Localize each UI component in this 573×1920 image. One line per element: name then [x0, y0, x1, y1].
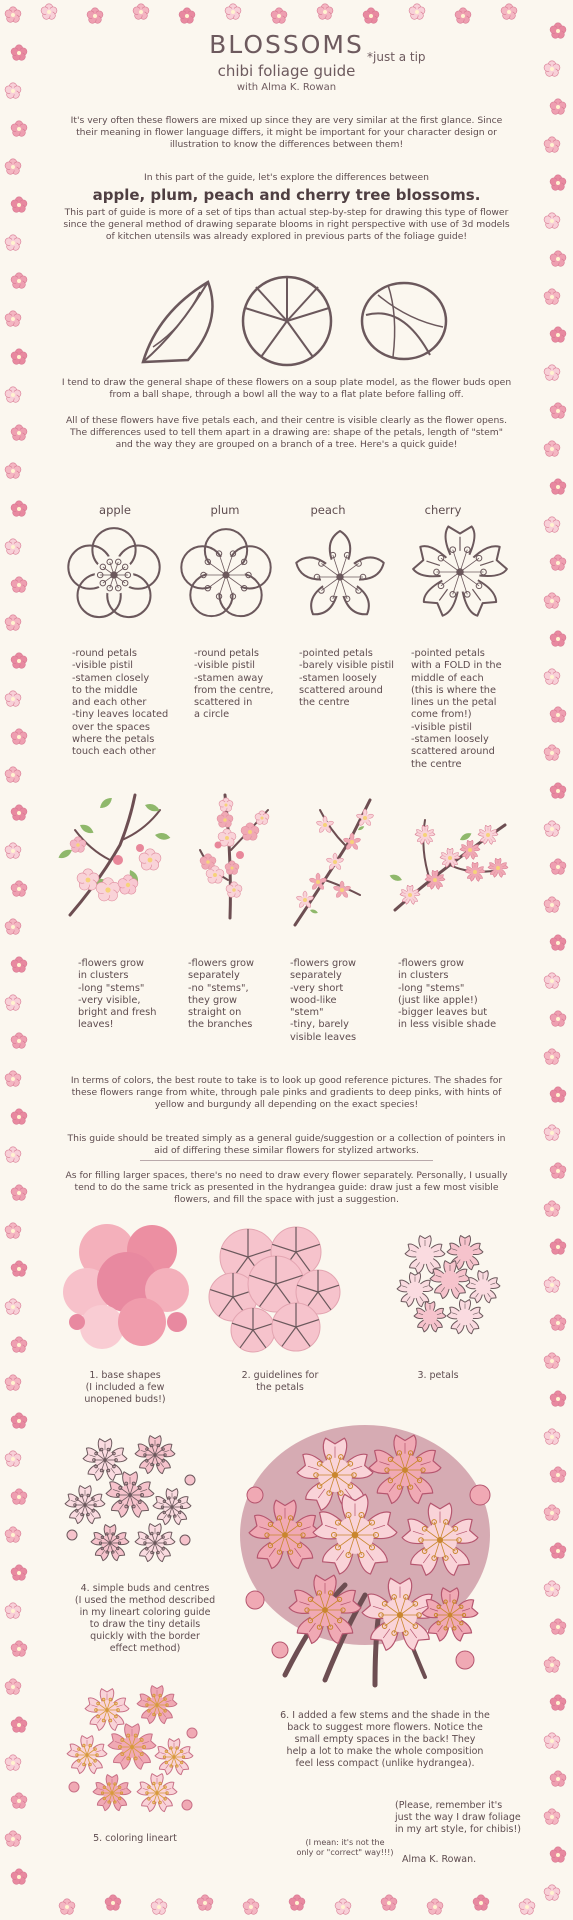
border-flower-icon	[549, 98, 567, 116]
border-flower-icon	[543, 212, 561, 230]
label-plum: plum	[210, 503, 240, 517]
step-4-caption: 4. simple buds and centres (I used the method described in my lineart coloring guide to draw the tiny details quickly with the border effect method)	[74, 1583, 216, 1654]
border-flower-icon	[10, 880, 28, 898]
apple-description: -round petals -visible pistil -stamen closely to the middle and each other -tiny leaves located over the spaces where the petals touch each other	[72, 648, 169, 758]
border-flower-icon	[10, 1184, 28, 1202]
plum-description: -round petals -visible pistil -stamen away from the centre, scattered in a circle	[194, 648, 274, 721]
plate-model-top	[238, 272, 336, 370]
border-flower-icon	[4, 6, 22, 24]
border-flower-icon	[543, 592, 561, 610]
border-flower-icon	[4, 614, 22, 632]
border-flower-icon	[543, 896, 561, 914]
border-flower-icon	[543, 440, 561, 458]
border-flower-icon	[4, 310, 22, 328]
border-flower-icon	[500, 3, 518, 21]
border-flower-icon	[549, 630, 567, 648]
border-flower-icon	[196, 1894, 214, 1912]
peach-branch-illustration	[280, 790, 380, 930]
border-flower-icon	[10, 1260, 28, 1278]
border-flower-icon	[4, 234, 22, 252]
border-flower-icon	[288, 1894, 306, 1912]
border-flower-icon	[10, 1640, 28, 1658]
border-flower-icon	[543, 1352, 561, 1370]
cherry-flower-outline	[410, 522, 510, 622]
border-flower-icon	[549, 1390, 567, 1408]
border-flower-icon	[4, 462, 22, 480]
plate-model-text: I tend to draw the general shape of these flowers on a soup plate model, as the flower buds open from a ball shape, through a bowl all the way to a flat plate before falling off.	[61, 377, 512, 401]
border-flower-icon	[242, 1898, 260, 1916]
border-flower-icon	[58, 1898, 76, 1916]
border-flower-icon	[10, 348, 28, 366]
border-flower-icon	[10, 272, 28, 290]
border-flower-icon	[4, 918, 22, 936]
border-flower-icon	[4, 690, 22, 708]
border-flower-icon	[543, 1656, 561, 1674]
peach-flower-outline	[290, 527, 390, 627]
border-flower-icon	[362, 7, 380, 25]
border-flower-icon	[4, 1374, 22, 1392]
border-flower-icon	[10, 1564, 28, 1582]
colors-paragraph: In terms of colors, the best route to take is to look up good reference pictures. The shades for these flowers range from white, through pale pinks and gradients to deep pinks, with hints of yellow and burgundy all depending on the exact species!	[70, 1075, 503, 1111]
border-flower-icon	[549, 478, 567, 496]
border-flower-icon	[549, 706, 567, 724]
border-flower-icon	[4, 1146, 22, 1164]
border-flower-icon	[10, 196, 28, 214]
border-flower-icon	[10, 1792, 28, 1810]
border-flower-icon	[454, 7, 472, 25]
border-flower-icon	[10, 576, 28, 594]
border-flower-icon	[543, 136, 561, 154]
step-1-base-shapes	[62, 1222, 202, 1357]
step-1-caption: 1. base shapes (I included a few unopened buds!)	[84, 1370, 166, 1405]
border-flower-icon	[549, 1086, 567, 1104]
cherry-branch-description: -flowers grow in clusters -long "stems" (just like apple!) -bigger leaves but in less visible shade	[398, 958, 497, 1031]
border-flower-icon	[4, 1830, 22, 1848]
border-flower-icon	[10, 652, 28, 670]
border-flower-icon	[543, 972, 561, 990]
signature: Alma K. Rowan.	[402, 1854, 477, 1865]
border-flower-icon	[10, 424, 28, 442]
border-flower-icon	[543, 1124, 561, 1142]
border-flower-icon	[549, 554, 567, 572]
plum-branch-description: -flowers grow separately -no "stems", they grow straight on the branches	[188, 958, 255, 1031]
border-flower-icon	[549, 934, 567, 952]
border-flower-icon	[549, 1694, 567, 1712]
border-flower-icon	[380, 1894, 398, 1912]
page-subtitle: chibi foliage guide	[217, 62, 356, 80]
border-flower-icon	[40, 3, 58, 21]
border-flower-icon	[10, 500, 28, 518]
border-flower-icon	[10, 1108, 28, 1126]
border-flower-icon	[549, 858, 567, 876]
border-flower-icon	[224, 3, 242, 21]
border-flower-icon	[10, 1032, 28, 1050]
border-flower-icon	[543, 1428, 561, 1446]
border-flower-icon	[549, 1846, 567, 1864]
border-flower-icon	[4, 1602, 22, 1620]
border-flower-icon	[543, 1580, 561, 1598]
border-flower-icon	[10, 120, 28, 138]
tip-note: *just a tip	[367, 50, 426, 64]
border-flower-icon	[549, 1542, 567, 1560]
border-flower-icon	[10, 956, 28, 974]
border-flower-icon	[543, 1200, 561, 1218]
border-flower-icon	[4, 1526, 22, 1544]
footer-aside: (I mean: it's not the only or "correct" way!!!)	[296, 1838, 394, 1857]
border-flower-icon	[408, 3, 426, 21]
border-flower-icon	[4, 1678, 22, 1696]
border-flower-icon	[549, 1238, 567, 1256]
border-flower-icon	[334, 1898, 352, 1916]
plate-model-angled	[358, 275, 450, 367]
border-flower-icon	[4, 994, 22, 1012]
border-flower-icon	[549, 326, 567, 344]
border-flower-icon	[10, 1336, 28, 1354]
border-flower-icon	[543, 1732, 561, 1750]
step-6-final-composition	[225, 1415, 515, 1690]
border-flower-icon	[10, 1488, 28, 1506]
label-cherry: cherry	[424, 503, 462, 517]
border-flower-icon	[543, 1504, 561, 1522]
divider	[140, 1160, 433, 1161]
footer-note: (Please, remember it's just the way I draw foliage in my art style, for chibis!)	[395, 1800, 521, 1835]
border-flower-icon	[543, 820, 561, 838]
step-6-caption: 6. I added a few stems and the shade in the back to suggest more flowers. Notice the small empty spaces in the back! They help a lot to make the whole composition feel less compact (unlike hydrangea).	[280, 1710, 490, 1769]
plum-flower-outline	[176, 525, 276, 625]
apple-branch-illustration	[60, 790, 170, 920]
border-flower-icon	[543, 744, 561, 762]
border-flower-icon	[543, 1276, 561, 1294]
border-flower-icon	[549, 1770, 567, 1788]
border-flower-icon	[10, 1868, 28, 1886]
apple-flower-outline	[64, 525, 164, 625]
border-flower-icon	[4, 386, 22, 404]
border-flower-icon	[86, 7, 104, 25]
border-flower-icon	[543, 364, 561, 382]
intro-lead: In this part of the guide, let's explore the differences between	[144, 172, 429, 183]
border-flower-icon	[543, 1048, 561, 1066]
border-flower-icon	[4, 538, 22, 556]
plum-branch-illustration	[190, 790, 280, 920]
step-2-caption: 2. guidelines for the petals	[241, 1370, 319, 1393]
border-flower-icon	[4, 1298, 22, 1316]
step-2-guidelines	[208, 1222, 348, 1357]
border-flower-icon	[549, 250, 567, 268]
border-flower-icon	[549, 1314, 567, 1332]
guide-disclaimer: This guide should be treated simply as a general guide/suggestion or a collection of pointers in aid of differing these similar flowers for stylized artworks.	[67, 1133, 506, 1157]
author-credit: with Alma K. Rowan	[236, 82, 337, 93]
step-5-coloring-lineart	[62, 1675, 202, 1820]
border-flower-icon	[104, 1894, 122, 1912]
intro-paragraph: It's very often these flowers are mixed up since they are very similar at the first glance. Since their meaning in flower language differs, it might be important for your character design or illustration to know the differences between them!	[70, 115, 503, 151]
petal-differences-text: All of these flowers have five petals each, and their centre is visible clearly as the flower opens. The differences used to tell them apart in a drawing are: shape of the petals, length of "stem" and the way they are grouped on a branch of a tree. Here's a quick guide!	[66, 415, 507, 451]
border-flower-icon	[549, 1466, 567, 1484]
border-flower-icon	[549, 1162, 567, 1180]
border-flower-icon	[549, 174, 567, 192]
border-flower-icon	[10, 804, 28, 822]
border-flower-icon	[10, 1412, 28, 1430]
border-flower-icon	[518, 1898, 536, 1916]
peach-branch-description: -flowers grow separately -very short wood-like "stem" -tiny, barely visible leaves	[290, 958, 357, 1043]
border-flower-icon	[132, 3, 150, 21]
border-flower-icon	[4, 1450, 22, 1468]
border-flower-icon	[10, 728, 28, 746]
step-3-petals	[395, 1225, 505, 1335]
peach-description: -pointed petals -barely visible pistil -stamen loosely scattered around the centre	[299, 648, 394, 709]
label-apple: apple	[99, 503, 131, 517]
border-flower-icon	[549, 782, 567, 800]
border-flower-icon	[4, 842, 22, 860]
border-flower-icon	[4, 158, 22, 176]
page-title: BLOSSOMS	[209, 30, 364, 59]
cherry-branch-illustration	[390, 810, 510, 920]
step-5-caption: 5. coloring lineart	[93, 1833, 177, 1844]
apple-branch-description: -flowers grow in clusters -long "stems" -very visible, bright and fresh leaves!	[78, 958, 157, 1031]
border-flower-icon	[472, 1894, 490, 1912]
border-flower-icon	[426, 1898, 444, 1916]
border-flower-icon	[316, 3, 334, 21]
border-flower-icon	[4, 766, 22, 784]
label-peach: peach	[310, 503, 346, 517]
intro-details: This part of guide is more of a set of tips than actual step-by-step for drawing this type of flower since the general method of drawing separate blooms in right perspective with use of 3d models of kitchen utensils was already explored in previous parts of the foliage guide!	[63, 207, 510, 243]
cherry-description: -pointed petals with a FOLD in the middle of each (this is where the lines un the petal come from!) -visible pistil -stamen loosely scattered around the centre	[411, 648, 502, 770]
border-flower-icon	[150, 1898, 168, 1916]
border-flower-icon	[270, 7, 288, 25]
plate-model-side	[128, 272, 228, 372]
section-heading: apple, plum, peach and cherry tree blossoms.	[92, 186, 481, 204]
border-flower-icon	[178, 7, 196, 25]
border-flower-icon	[4, 1754, 22, 1772]
border-flower-icon	[543, 1884, 561, 1902]
border-flower-icon	[549, 1010, 567, 1028]
step-4-buds-centres	[60, 1425, 210, 1575]
border-flower-icon	[543, 1808, 561, 1826]
border-flower-icon	[10, 1716, 28, 1734]
border-flower-icon	[4, 1222, 22, 1240]
border-flower-icon	[543, 668, 561, 686]
border-flower-icon	[543, 288, 561, 306]
step-3-caption: 3. petals	[417, 1370, 459, 1381]
border-flower-icon	[4, 1070, 22, 1088]
filling-spaces-paragraph: As for filling larger spaces, there's no need to draw every flower separately. Personally, I usually tend to do the same trick as presented in the hydrangea guide: draw just a few most visible flowers, and fill the space with just a suggestion.	[65, 1170, 508, 1206]
border-flower-icon	[543, 516, 561, 534]
border-flower-icon	[549, 402, 567, 420]
border-flower-icon	[549, 1618, 567, 1636]
